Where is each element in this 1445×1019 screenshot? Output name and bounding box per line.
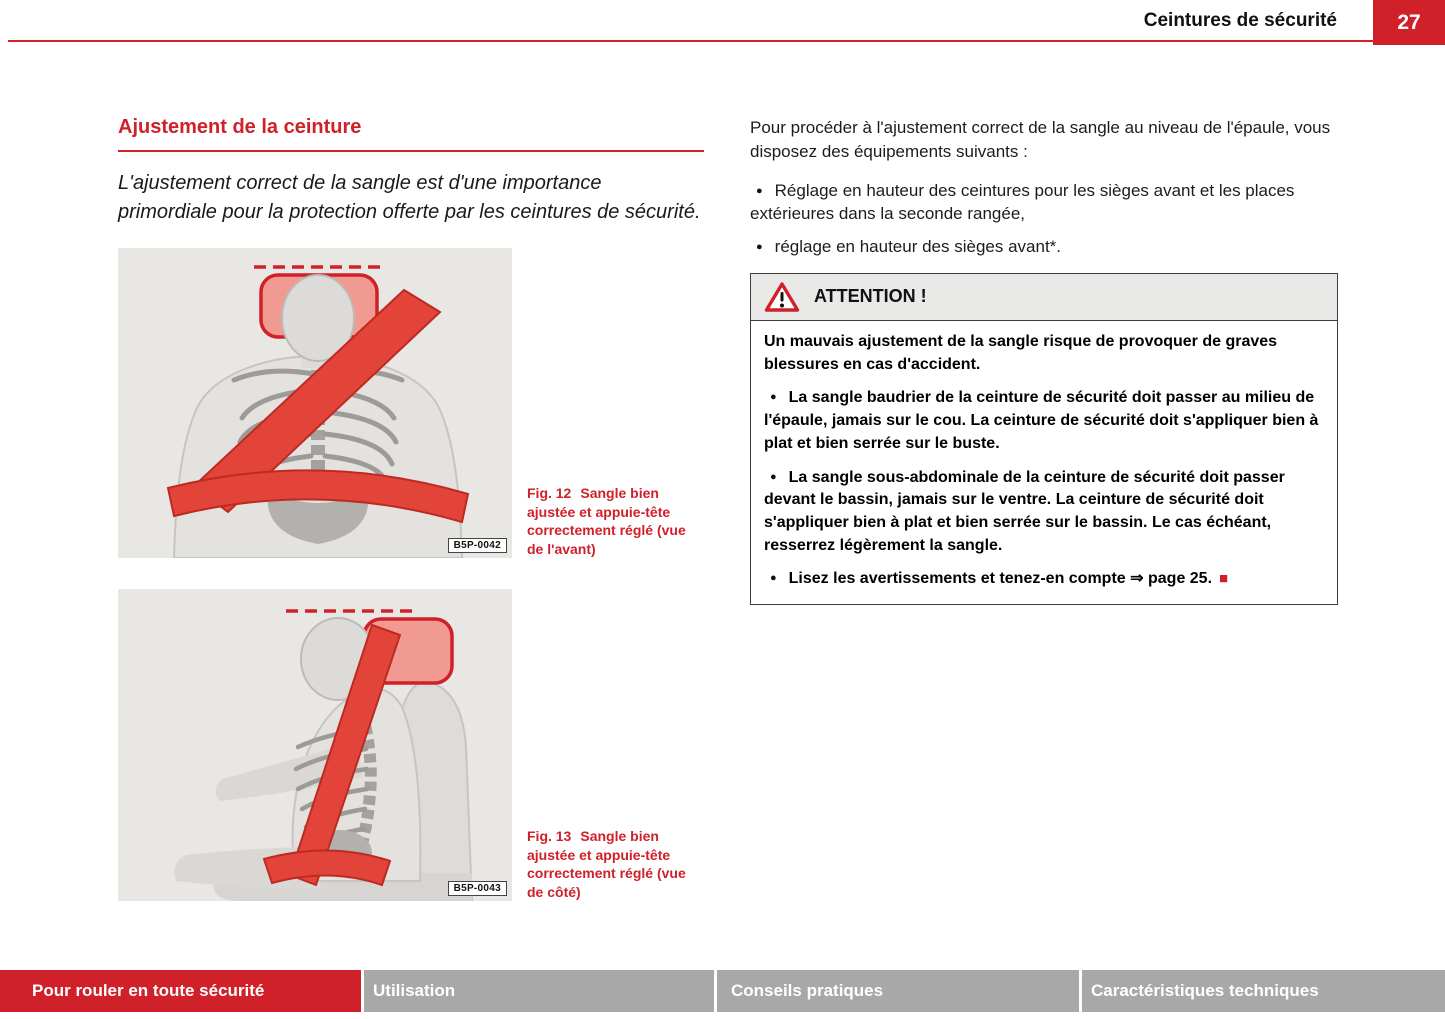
left-column	[118, 116, 704, 901]
attention-body	[751, 321, 1337, 604]
figure-12-code: B5P-0042	[448, 538, 507, 553]
footer-tab-conseils-pratiques	[717, 970, 1079, 1012]
equipment-item-text: Réglage en hauteur des ceintures pour les sièges avant et les places extérieures dans la seconde rangée,	[750, 180, 1295, 224]
bullet-icon	[756, 184, 763, 199]
figure-13-code: B5P-0043	[448, 881, 507, 896]
attention-lead: Un mauvais ajustement de la sangle risque de provoquer de graves blessures en cas d'accident.	[764, 332, 1278, 373]
attention-item	[764, 467, 1324, 558]
footer-tab-label: Utilisation	[373, 981, 456, 1000]
attention-title: ATTENTION !	[814, 286, 927, 307]
page-title: Ceintures de sécurité	[1143, 10, 1337, 31]
warning-triangle-icon	[764, 281, 800, 313]
equipment-item-text: réglage en hauteur des sièges avant*.	[774, 237, 1062, 257]
bullet-icon	[770, 390, 777, 406]
bullet-icon	[770, 470, 777, 486]
footer-tab-label: Caractéristiques techniques	[1091, 981, 1319, 1000]
figure-13-caption	[527, 827, 704, 901]
equipment-item	[750, 235, 1338, 259]
figure-13	[118, 589, 704, 901]
section-intro-text: L'ajustement correct de la sangle est d'une importance primordiale pour la protection offerte par les ceintures de sécurité.	[118, 172, 701, 223]
footer-tab-utilisation	[364, 970, 714, 1012]
figure-12-caption-text: Sangle bien ajustée et appuie-tête correctement réglé (vue de l'avant)	[527, 485, 686, 557]
footer-tab-pour-rouler-en-toute-securite	[0, 970, 361, 1012]
figure-12-image	[118, 248, 512, 558]
figure-13-label: Fig. 13	[527, 828, 572, 845]
attention-item	[764, 387, 1324, 455]
right-column	[750, 116, 1338, 605]
seatbelt-side-view-illustration	[118, 589, 512, 901]
right-intro-text: Pour procéder à l'ajustement correct de la sangle au niveau de l'épaule, vous disposez des équipements suivants :	[750, 118, 1331, 161]
figure-13-image	[118, 589, 512, 901]
seatbelt-front-view-illustration	[118, 248, 512, 558]
attention-item-text: La sangle sous-abdominale de la ceinture de sécurité doit passer devant le bassin, jamais sur le ventre. La ceinture de sécurité doit s'appliquer bien à plat et bien serrée sur le bassin. Le cas échéant, resserrez légèrement la sangle.	[764, 468, 1285, 554]
figure-12-caption	[527, 484, 704, 558]
attention-item-text: La sangle baudrier de la ceinture de sécurité doit passer au milieu de l'épaule, jamais sur le cou. La ceinture de sécurité doit s'appliquer bien à plat et bien serrée sur le buste.	[764, 389, 1319, 452]
figure-12-label: Fig. 12	[527, 485, 572, 502]
figure-12	[118, 248, 704, 558]
attention-box	[750, 273, 1338, 605]
footer-tab-label: Conseils pratiques	[731, 981, 884, 1000]
attention-header	[751, 274, 1337, 321]
footer-tab-label: Pour rouler en toute sécurité	[32, 981, 265, 1000]
page-reference-link[interactable]: ⇒ page 25.	[1130, 570, 1213, 588]
page-number-badge: 27	[1373, 0, 1445, 45]
bullet-icon	[770, 571, 777, 587]
attention-item-text: Lisez les avertissements et tenez-en compte	[788, 570, 1126, 588]
attention-item	[764, 568, 1324, 591]
bullet-icon	[756, 240, 763, 255]
footer-tab-caracteristiques-techniques	[1082, 970, 1445, 1012]
figure-13-caption-text: Sangle bien ajustée et appuie-tête correctement réglé (vue de côté)	[527, 828, 686, 900]
equipment-item	[750, 179, 1338, 227]
section-end-marker: ■	[1219, 570, 1229, 588]
header-rule	[8, 40, 1373, 42]
section-title: Ajustement de la ceinture	[118, 116, 704, 152]
